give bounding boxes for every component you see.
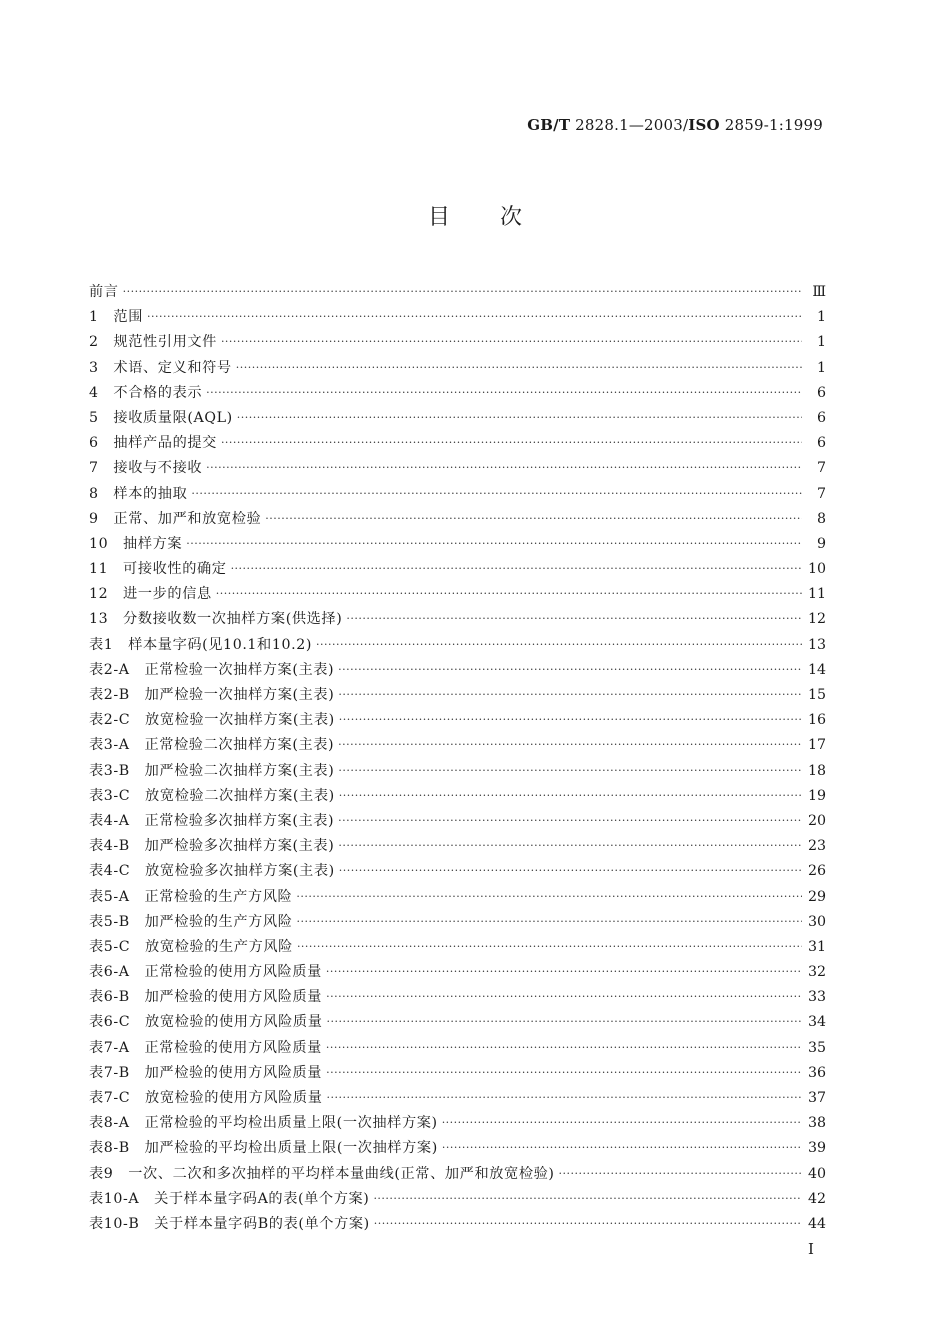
toc-leader-dots — [338, 682, 802, 707]
toc-entry-label: 8 样本的抽取 — [89, 485, 188, 502]
toc-entry[interactable] — [89, 658, 826, 683]
toc-entry-page: 36 — [807, 1064, 826, 1081]
toc-leader-dots — [442, 1110, 802, 1135]
toc-leader-dots — [186, 531, 802, 556]
toc-leader-dots — [236, 355, 802, 380]
toc-leader-dots — [327, 1009, 802, 1034]
toc-leader-dots — [442, 1135, 802, 1160]
toc-entry-label: 表7-C 放宽检验的使用方风险质量 — [89, 1090, 323, 1106]
toc-entry-page: 44 — [807, 1215, 826, 1232]
toc-entry-label: 表4-B 加严检验多次抽样方案(主表) — [89, 838, 335, 855]
toc-entry-label: 表4-A 正常检验多次抽样方案(主表) — [89, 812, 335, 829]
toc-entry-page: 1 — [816, 334, 826, 351]
toc-entry[interactable] — [89, 809, 826, 834]
toc-entry-label: 表5-A 正常检验的生产方风险 — [89, 888, 293, 905]
toc-entry[interactable] — [89, 859, 826, 884]
toc-entry-label: 表1 样本量字码(见10.1和10.2) — [89, 636, 312, 653]
toc-leader-dots — [237, 405, 802, 430]
toc-leader-dots — [326, 1060, 802, 1085]
toc-entry-label: 表10-A 关于样本量字码A的表(单个方案) — [89, 1190, 370, 1207]
toc-entry-page: 23 — [807, 838, 826, 855]
toc-entry-page: 17 — [807, 737, 826, 754]
toc-entry-page: 14 — [807, 661, 826, 678]
toc-entry-label: 表3-B 加严检验二次抽样方案(主表) — [89, 762, 335, 779]
toc-leader-dots — [147, 304, 802, 329]
toc-entry-label: 9 正常、加严和放宽检验 — [89, 510, 262, 527]
toc-entry-label: 4 不合格的表示 — [89, 384, 203, 401]
toc-entry[interactable] — [89, 1162, 826, 1187]
toc-leader-dots — [346, 606, 802, 631]
page-title: 目次 — [427, 205, 572, 230]
toc-entry[interactable] — [89, 733, 826, 758]
toc-entry-label: 5 接收质量限(AQL) — [89, 409, 233, 426]
toc-leader-dots — [297, 909, 803, 934]
toc-entry-label: 1 范围 — [89, 309, 143, 326]
toc-entry-page: 13 — [807, 636, 826, 653]
toc-entry-page: 37 — [807, 1090, 826, 1106]
toc-entry-label: 表4-C 放宽检验多次抽样方案(主表) — [89, 863, 335, 880]
toc-entry-label: 12 进一步的信息 — [89, 586, 212, 603]
toc-entry-page: 6 — [816, 435, 826, 452]
toc-entry-page: 20 — [807, 812, 826, 829]
toc-leader-dots — [216, 581, 802, 606]
toc-entry-label: 表3-C 放宽检验二次抽样方案(主表) — [89, 787, 335, 804]
toc-entry-label: 表6-B 加严检验的使用方风险质量 — [89, 989, 323, 1006]
toc-entry[interactable] — [89, 683, 826, 708]
toc-entry-label: 7 接收与不接收 — [89, 460, 203, 477]
toc-entry-page: 10 — [807, 561, 826, 578]
iso-number: 2859-1:1999 — [719, 116, 823, 134]
toc-entry-label: 表8-B 加严检验的平均检出质量上限(一次抽样方案) — [89, 1140, 438, 1157]
toc-entry-page: 1 — [816, 359, 826, 376]
toc-leader-dots — [326, 1035, 802, 1060]
toc-leader-dots — [559, 1161, 802, 1186]
toc-entry-page: 32 — [807, 964, 826, 981]
toc-entry-page: 9 — [816, 535, 826, 552]
toc-entry-label: 6 抽样产品的提交 — [89, 435, 217, 452]
toc-entry-page: 12 — [807, 611, 826, 628]
page-number: I — [808, 1240, 814, 1258]
toc-entry-label: 表7-A 正常检验的使用方风险质量 — [89, 1039, 322, 1056]
toc-leader-dots — [123, 279, 802, 304]
toc-entry[interactable] — [89, 1036, 826, 1061]
toc-entry-label: 表8-A 正常检验的平均检出质量上限(一次抽样方案) — [89, 1115, 438, 1132]
gb-prefix: GB/T — [527, 116, 571, 134]
toc-entry[interactable] — [89, 482, 826, 507]
toc-leader-dots — [339, 783, 802, 808]
toc-leader-dots — [338, 808, 802, 833]
toc-entry-page: 6 — [816, 384, 826, 401]
toc-entry-page: 19 — [807, 787, 826, 804]
toc-leader-dots — [191, 481, 802, 506]
toc-leader-dots — [373, 1186, 802, 1211]
toc-leader-dots — [374, 1211, 802, 1236]
toc-entry-label: 2 规范性引用文件 — [89, 334, 217, 351]
toc-entry[interactable] — [89, 557, 826, 582]
toc-leader-dots — [338, 657, 802, 682]
toc-leader-dots — [339, 707, 802, 732]
toc-entry-label: 表7-B 加严检验的使用方风险质量 — [89, 1064, 323, 1081]
toc-entry[interactable] — [89, 759, 826, 784]
toc-entry-page: 16 — [807, 712, 826, 729]
toc-entry-page: Ⅲ — [812, 284, 826, 300]
table-of-contents — [89, 280, 826, 1237]
toc-entry-label: 表10-B 关于样本量字码B的表(单个方案) — [89, 1215, 370, 1232]
toc-entry[interactable] — [89, 910, 826, 935]
toc-leader-dots — [265, 506, 802, 531]
toc-leader-dots — [206, 380, 802, 405]
toc-entry[interactable] — [89, 960, 826, 985]
toc-entry[interactable] — [89, 784, 826, 809]
toc-entry-page: 11 — [807, 586, 826, 603]
toc-entry-label: 表2-B 加严检验一次抽样方案(主表) — [89, 687, 335, 703]
toc-leader-dots — [326, 959, 802, 984]
toc-entry[interactable] — [89, 633, 826, 658]
toc-leader-dots — [206, 455, 802, 480]
toc-entry[interactable] — [89, 330, 826, 355]
toc-entry[interactable] — [89, 935, 826, 960]
toc-leader-dots — [338, 833, 802, 858]
toc-entry-label: 表2-A 正常检验一次抽样方案(主表) — [89, 661, 335, 678]
toc-entry-label: 3 术语、定义和符号 — [89, 359, 232, 376]
toc-entry-label: 10 抽样方案 — [89, 535, 183, 552]
toc-entry[interactable] — [89, 582, 826, 607]
toc-leader-dots — [221, 329, 802, 354]
toc-entry[interactable] — [89, 305, 826, 330]
toc-entry[interactable] — [89, 1136, 826, 1161]
toc-entry-label: 表6-A 正常检验的使用方风险质量 — [89, 964, 322, 981]
toc-entry-page: 42 — [807, 1190, 826, 1207]
toc-entry[interactable] — [89, 885, 826, 910]
toc-entry-label: 表9 一次、二次和多次抽样的平均样本量曲线(正常、加严和放宽检验) — [89, 1165, 555, 1182]
toc-entry-page: 18 — [807, 762, 826, 779]
toc-entry-page: 30 — [807, 913, 826, 930]
toc-entry[interactable] — [89, 834, 826, 859]
toc-entry-page: 8 — [816, 510, 826, 527]
toc-leader-dots — [338, 732, 802, 757]
toc-entry-label: 11 可接收性的确定 — [89, 561, 227, 578]
toc-entry[interactable] — [89, 456, 826, 481]
standard-header — [527, 116, 823, 134]
toc-leader-dots — [297, 934, 802, 959]
toc-entry-page: 34 — [807, 1014, 826, 1031]
toc-leader-dots — [221, 430, 802, 455]
toc-entry-label: 13 分数接收数一次抽样方案(供选择) — [89, 611, 343, 628]
toc-entry[interactable] — [89, 1086, 826, 1111]
toc-entry[interactable] — [89, 1212, 826, 1237]
toc-entry[interactable] — [89, 1111, 826, 1136]
toc-entry-label: 表2-C 放宽检验一次抽样方案(主表) — [89, 712, 335, 729]
toc-entry-page: 35 — [807, 1039, 826, 1056]
toc-entry-label: 表3-A 正常检验二次抽样方案(主表) — [89, 737, 335, 754]
toc-entry[interactable] — [89, 431, 826, 456]
toc-entry[interactable] — [89, 381, 826, 406]
toc-leader-dots — [327, 1085, 802, 1110]
toc-entry-page: 7 — [816, 485, 826, 502]
toc-entry-page: 6 — [816, 409, 826, 426]
toc-leader-dots — [326, 984, 802, 1009]
toc-entry[interactable] — [89, 280, 826, 305]
toc-entry-label: 表5-C 放宽检验的生产方风险 — [89, 938, 293, 955]
toc-entry[interactable] — [89, 708, 826, 733]
toc-leader-dots — [339, 858, 802, 883]
toc-entry-page: 26 — [807, 863, 826, 880]
toc-entry-page: 29 — [807, 888, 826, 905]
toc-entry-page: 7 — [816, 460, 826, 477]
toc-entry[interactable] — [89, 1061, 826, 1086]
toc-entry-page: 39 — [807, 1140, 826, 1157]
toc-entry-page: 33 — [807, 989, 826, 1006]
gb-number: 2828.1—2003/ — [570, 116, 689, 134]
toc-entry[interactable] — [89, 607, 826, 632]
toc-entry[interactable] — [89, 406, 826, 431]
toc-leader-dots — [316, 632, 802, 657]
toc-entry-label: 表6-C 放宽检验的使用方风险质量 — [89, 1014, 323, 1031]
toc-entry[interactable] — [89, 1010, 826, 1035]
iso-prefix: ISO — [688, 116, 720, 134]
toc-entry[interactable] — [89, 356, 826, 381]
toc-entry[interactable] — [89, 532, 826, 557]
toc-entry-page: 38 — [807, 1115, 826, 1132]
toc-entry-label: 表5-B 加严检验的生产方风险 — [89, 913, 293, 930]
toc-entry[interactable] — [89, 1187, 826, 1212]
toc-entry[interactable] — [89, 507, 826, 532]
toc-entry[interactable] — [89, 985, 826, 1010]
toc-leader-dots — [231, 556, 802, 581]
toc-entry-label: 前言 — [89, 284, 119, 300]
toc-leader-dots — [338, 758, 802, 783]
toc-leader-dots — [296, 884, 802, 909]
toc-entry-page: 15 — [807, 687, 826, 703]
toc-entry-page: 40 — [807, 1165, 826, 1182]
toc-entry-page: 1 — [816, 309, 826, 326]
toc-entry-page: 31 — [807, 938, 826, 955]
